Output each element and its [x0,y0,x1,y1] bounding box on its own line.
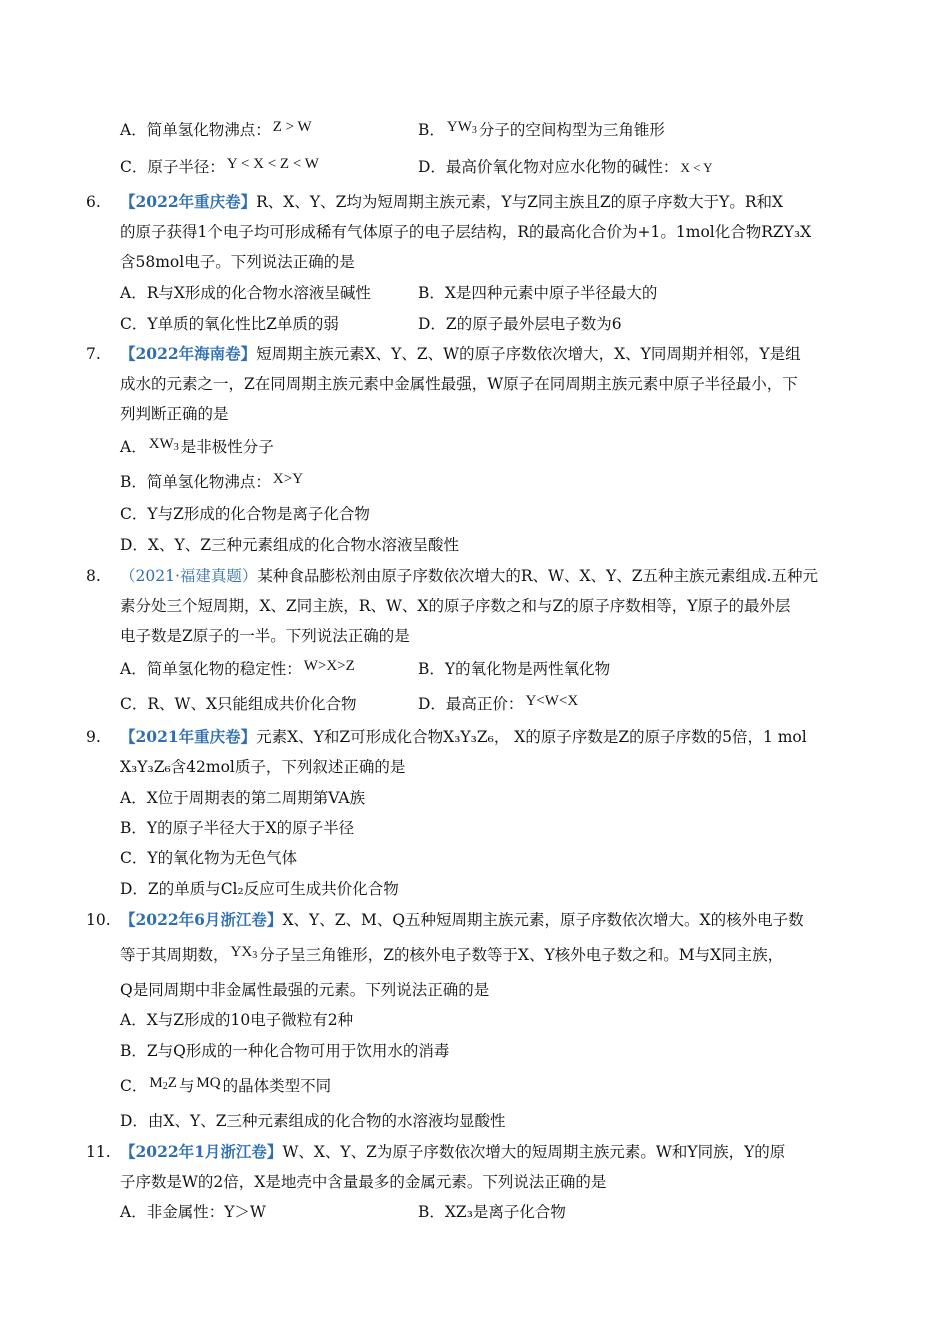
source-tag: 【2022年1月浙江卷】 [120,1142,283,1161]
q6-option-b: B．X是四种元素中原子半径最大的 [418,284,658,302]
question-number: 8. [86,567,101,585]
question-7-line-1: 【2022年海南卷】短周期主族元素X、Y、Z、W的原子序数依次增大，X、Y同周期并相邻，Y是组 [120,344,801,363]
question-number: 11. [86,1143,111,1161]
q7-option-c: C．Y与Z形成的化合物是离子化合物 [120,505,370,523]
q8-option-a: A．简单氢化物的稳定性： W>X>Z [120,658,355,678]
question-9-line-2: X₃Y₃Z₆含42mol质子，下列叙述正确的是 [120,758,406,776]
q5-option-d: D．最高价氧化物对应水化物的碱性： X < Y [418,158,713,176]
q5-option-a: A．简单氢化物沸点： Z > W [120,119,312,139]
source-tag: 【2021年重庆卷】 [120,727,257,746]
formula: Y < X < Z < W [226,156,319,172]
question-6-line-2: 的原子获得1个电子均可形成稀有气体原子的电子层结构，R的最高化合价为+1。1mol化合物RZY₃X [120,223,812,241]
formula: $YW_3$ [446,119,477,136]
formula: Z > W [272,119,312,135]
question-number: 10. [86,911,111,929]
formula: W>X>Z [303,658,355,674]
q5-option-c: C．原子半径： Y < X < Z < W [120,156,319,176]
formula: $XW_3$ [148,436,179,453]
question-8-line-3: 电子数是Z原子的一半。下列说法正确的是 [120,627,410,645]
question-10-line-2: 等于其周期数， $YX_3$ 分子呈三角锥形，Z的核外电子数等于X、Y核外电子数之和。M与X同主族， [120,944,784,964]
question-8-line-2: 素分处三个短周期，X、Z同主族，R、W、X的原子序数之和与Z的原子序数相等，Y原子的最外层 [120,597,791,615]
q11-option-b: B．XZ₃是离子化合物 [418,1203,566,1221]
formula: $YX_3$ [230,944,258,961]
question-7-line-2: 成水的元素之一，Z在同周期主族元素中金属性最强，W原子在同周期主族元素中原子半径最小，下 [120,375,798,393]
q9-option-b: B．Y的原子半径大于X的原子半径 [120,819,355,837]
q10-option-b: B．Z与Q形成的一种化合物可用于饮用水的消毒 [120,1042,450,1060]
source-tag: 【2022年海南卷】 [120,344,257,363]
q7-option-b: B．简单氢化物沸点： X>Y [120,471,304,491]
formula: X>Y [272,471,304,487]
q10-option-a: A．X与Z形成的10电子微粒有2种 [120,1011,354,1029]
q11-option-a: A．非金属性：Y＞W [120,1203,266,1221]
q8-option-d: D．最高正价： Y<W<X [418,693,579,713]
source-tag: （2021·福建真题） [120,567,258,585]
q7-option-a: A． $XW_3$ 是非极性分子 [120,436,274,456]
formula: Y<W<X [525,693,579,709]
question-10-line-3: Q是同周期中非金属性最强的元素。下列说法正确的是 [120,981,490,999]
q10-option-d: D．由X、Y、Z三种元素组成的化合物的水溶液均显酸性 [120,1112,506,1130]
question-7-line-3: 列判断正确的是 [120,405,229,423]
question-11-line-2: 子序数是W的2倍，X是地壳中含量最多的金属元素。下列说法正确的是 [120,1173,607,1191]
formula: MQ [196,1075,221,1091]
q9-option-c: C．Y的氧化物为无色气体 [120,849,298,867]
question-9-line-1: 【2021年重庆卷】元素X、Y和Z可形成化合物X₃Y₃Z₆， X的原子序数是Z的原子序数的5倍，1 mol [120,727,807,746]
question-number: 9. [86,728,101,746]
formula: X < Y [680,160,713,175]
q7-option-d: D．X、Y、Z三种元素组成的化合物水溶液呈酸性 [120,536,459,554]
question-number: 6. [86,193,101,211]
q9-option-d: D．Z的单质与Cl₂反应可生成共价化合物 [120,880,399,898]
q5-option-b: B． $YW_3$ 分子的空间构型为三角锥形 [418,119,665,139]
source-tag: 【2022年6月浙江卷】 [120,910,283,929]
source-tag: 【2022年重庆卷】 [120,192,257,211]
q8-option-c: C．R、W、X只能组成共价化合物 [120,695,357,713]
question-6-line-1: 【2022年重庆卷】R、X、Y、Z均为短周期主族元素，Y与Z同主族且Z的原子序数大于Y。R和X [120,192,784,211]
question-6-line-3: 含58mol电子。下列说法正确的是 [120,253,355,271]
formula: $M_2Z$ [149,1075,177,1092]
q10-option-c: C． $M_2Z$ 与 MQ 的晶体类型不同 [120,1075,332,1095]
q9-option-a: A．X位于周期表的第二周期第VA族 [120,789,366,807]
q6-option-d: D．Z的原子最外层电子数为6 [418,315,622,333]
q8-option-b: B．Y的氧化物是两性氧化物 [418,660,611,678]
q6-option-a: A．R与X形成的化合物水溶液呈碱性 [120,284,371,302]
question-11-line-1: 【2022年1月浙江卷】W、X、Y、Z为原子序数依次增大的短周期主族元素。W和Y同族，Y的原 [120,1142,786,1161]
question-8-line-1: （2021·福建真题）某种食品膨松剂由原子序数依次增大的R、W、X、Y、Z五种主族元素组成.五种元 [120,567,818,585]
q6-option-c: C．Y单质的氧化性比Z单质的弱 [120,315,339,333]
question-10-line-1: 【2022年6月浙江卷】X、Y、Z、M、Q五种短周期主族元素，原子序数依次增大。X的核外电子数 [120,910,804,929]
question-number: 7. [86,345,101,363]
